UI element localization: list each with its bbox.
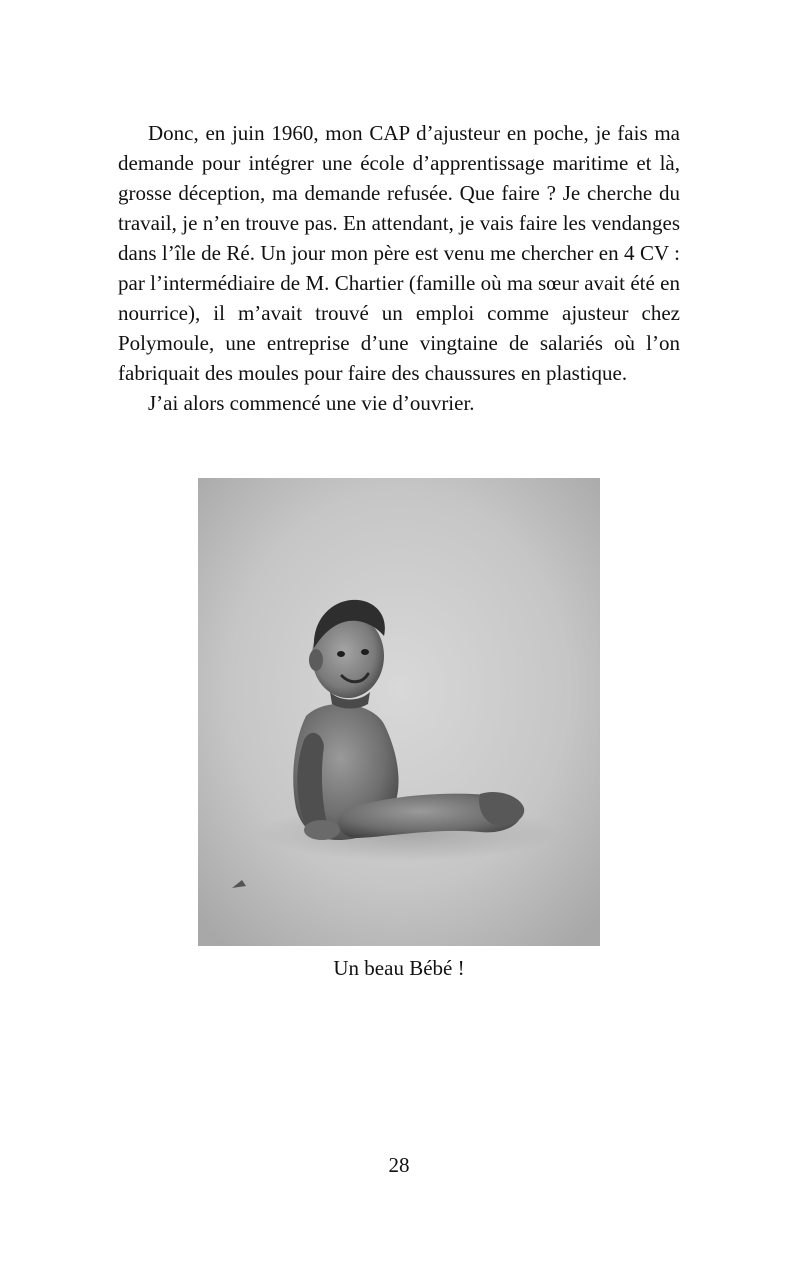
paragraph-1: Donc, en juin 1960, mon CAP d’ajusteur en poche, je fais ma demande pour intégrer une école d’apprentissage maritime et là, grosse déception, ma demande refusée. Que faire ? Je cherche du travail, je n’en trouve pas. En attendant, je vais faire les vendanges dans l’île de Ré. Un jour mon père est venu me chercher en 4 CV : par l’intermédiaire de M. Chartier (famille où ma sœur avait été en nourrice), il m’avait trouvé un emploi comme ajusteur chez Polymoule, une entreprise d’une vingtaine de salariés où l’on fabriquait des moules pour faire des chaussures en plastique.	[118, 121, 680, 385]
baby-photograph-drawing	[198, 478, 600, 946]
baby-photograph	[198, 478, 600, 946]
photo-caption: Un beau Bébé !	[333, 956, 465, 980]
body-text	[118, 118, 680, 418]
paragraph-2: J’ai alors commencé une vie d’ouvrier.	[148, 391, 475, 415]
page-number: 28	[388, 1153, 410, 1177]
